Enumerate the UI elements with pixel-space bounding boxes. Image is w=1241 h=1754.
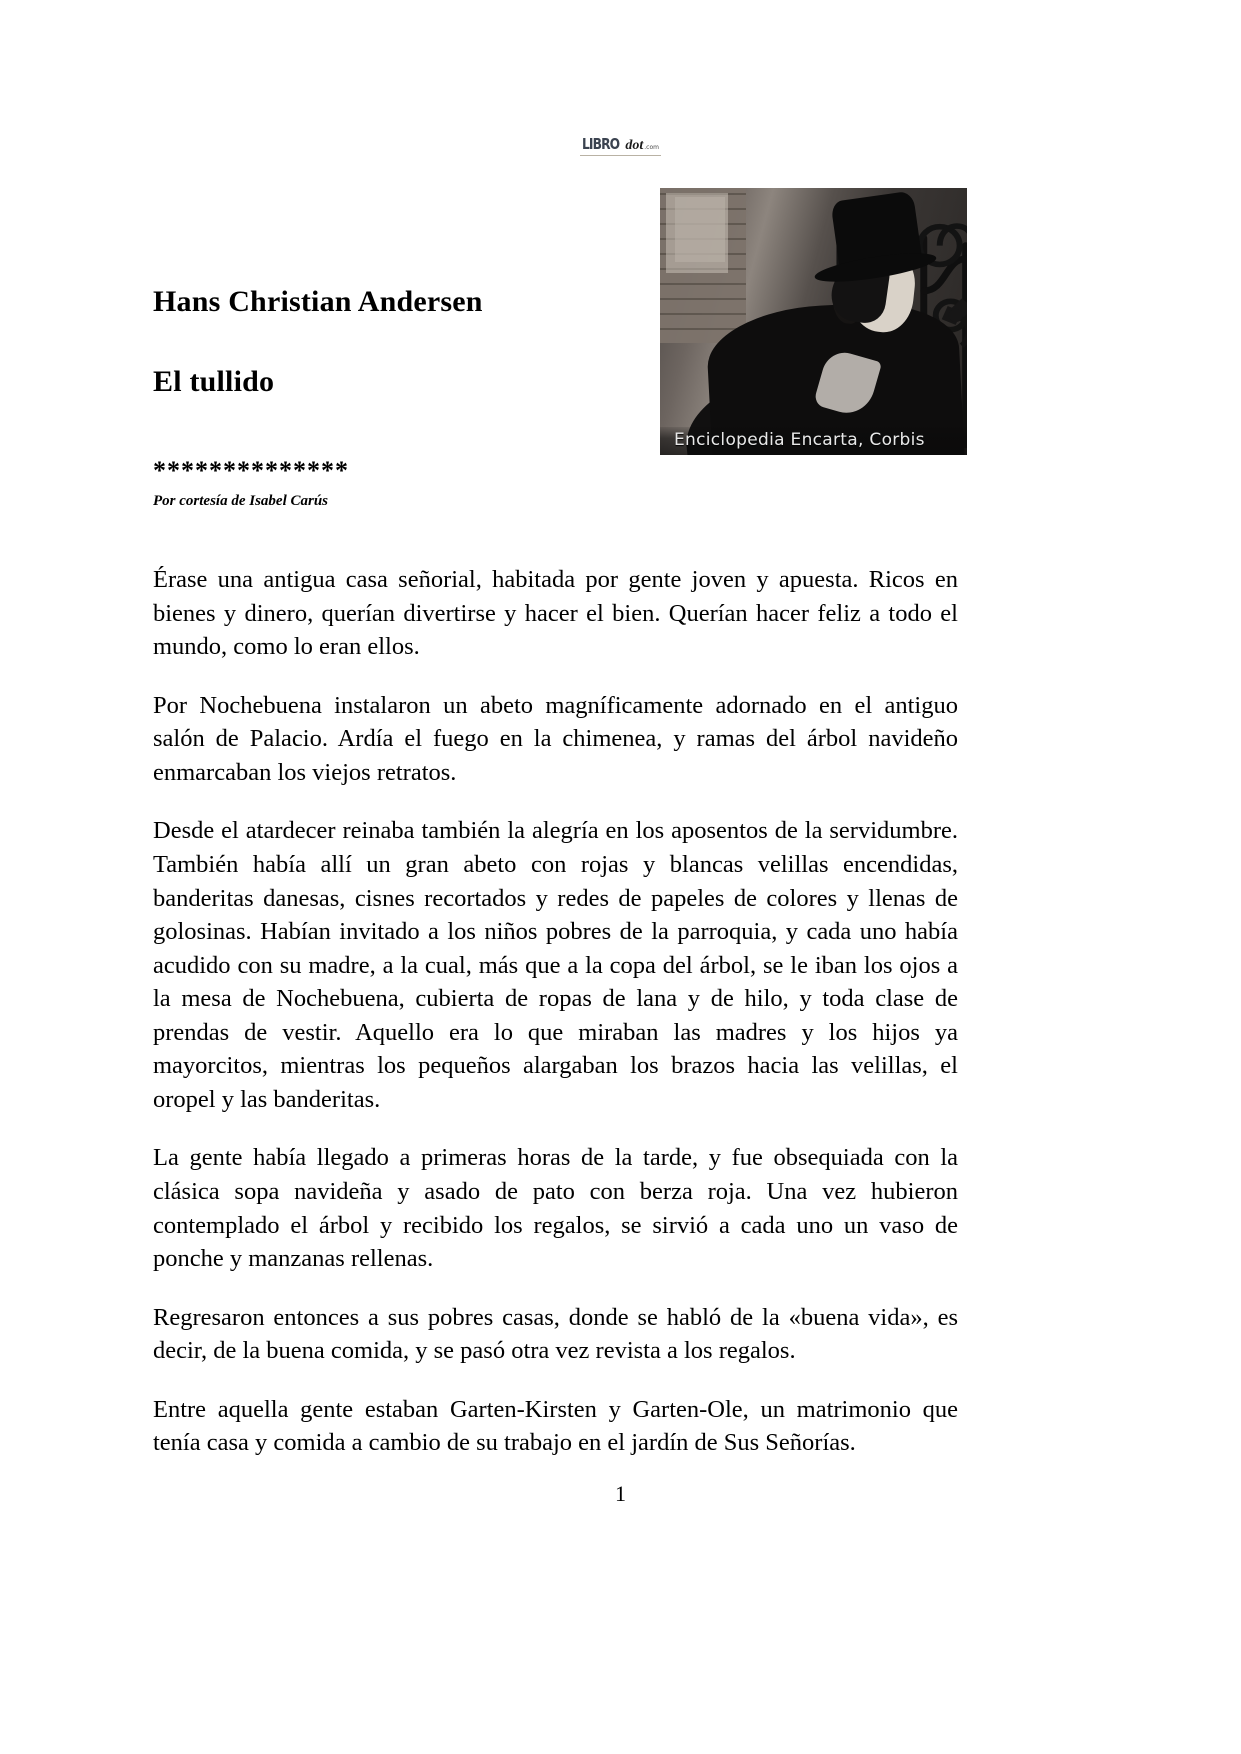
logo-script-word: dot [625,138,644,153]
paragraph: Entre aquella gente estaban Garten-Kirsten y Garten-Ole, un matrimonio que tenía casa y comida a cambio de su trabajo en el jardín de Sus Señorías. [153,1395,958,1457]
logo-tld: .com [644,144,659,151]
photo-credit-caption: Enciclopedia Encarta, Corbis [660,427,967,455]
paragraph: Por Nochebuena instalaron un abeto magníficamente adornado en el antiguo salón de Palacio. Ardía el fuego en la chimenea, y ramas del árbol navideño enmarcaban los viejos retratos. [153,691,958,786]
page-title: El tullido [153,365,275,398]
paragraph: Regresaron entonces a sus pobres casas, donde se habló de la «buena vida», es decir, de la buena comida, y se pasó otra vez revista a los regalos. [153,1303,958,1365]
paragraph: La gente había llegado a primeras horas de la tarde, y fue obsequiada con la clásica sopa navideña y asado de pato con berza roja. Una vez hubieron contemplado el árbol y recibido los regalos, se sirvió a cada uno un vaso de ponche y manzanas rellenas. [153,1144,958,1273]
asterisk-divider: ************** [153,456,349,485]
photo-canvas [660,188,967,455]
site-logo [0,136,1241,156]
photo-window [666,193,727,273]
andersen-portrait-photo [660,188,967,455]
logo-wordmark: LIBRO [582,135,620,153]
librodot-logo [580,136,661,156]
page-number: 1 [615,1481,626,1506]
paragraph: Desde el atardecer reinaba también la alegría en los aposentos de la servidumbre. También había allí un gran abeto con rojas y blancas velillas encendidas, banderitas danesas, cisnes recortados y redes de papeles de colores y llenas de golosinas. Habían invitado a los niños pobres de la parroquia, y cada uno había acudido con su madre, a la cual, más que a la copa del árbol, se le iban los ojos a la mesa de Nochebuena, cubierta de ropas de lana y de hilo, y toda clase de prendas de vestir. Aquello era lo que miraban las madres y los hijos ya mayorcitos, mientras los pequeños alargaban los brazos hacia las velillas, el oropel y las banderitas. [153,817,958,1113]
author-name: Hans Christian Andersen [153,285,483,318]
courtesy-credit: Por cortesía de Isabel Carús [153,493,329,509]
paragraph: Érase una antigua casa señorial, habitada por gente joven y apuesta. Ricos en bienes y dinero, querían divertirse y hacer el bien. Querían hacer feliz a todo el mundo, como lo eran ellos. [153,566,958,661]
story-body [153,563,958,1460]
